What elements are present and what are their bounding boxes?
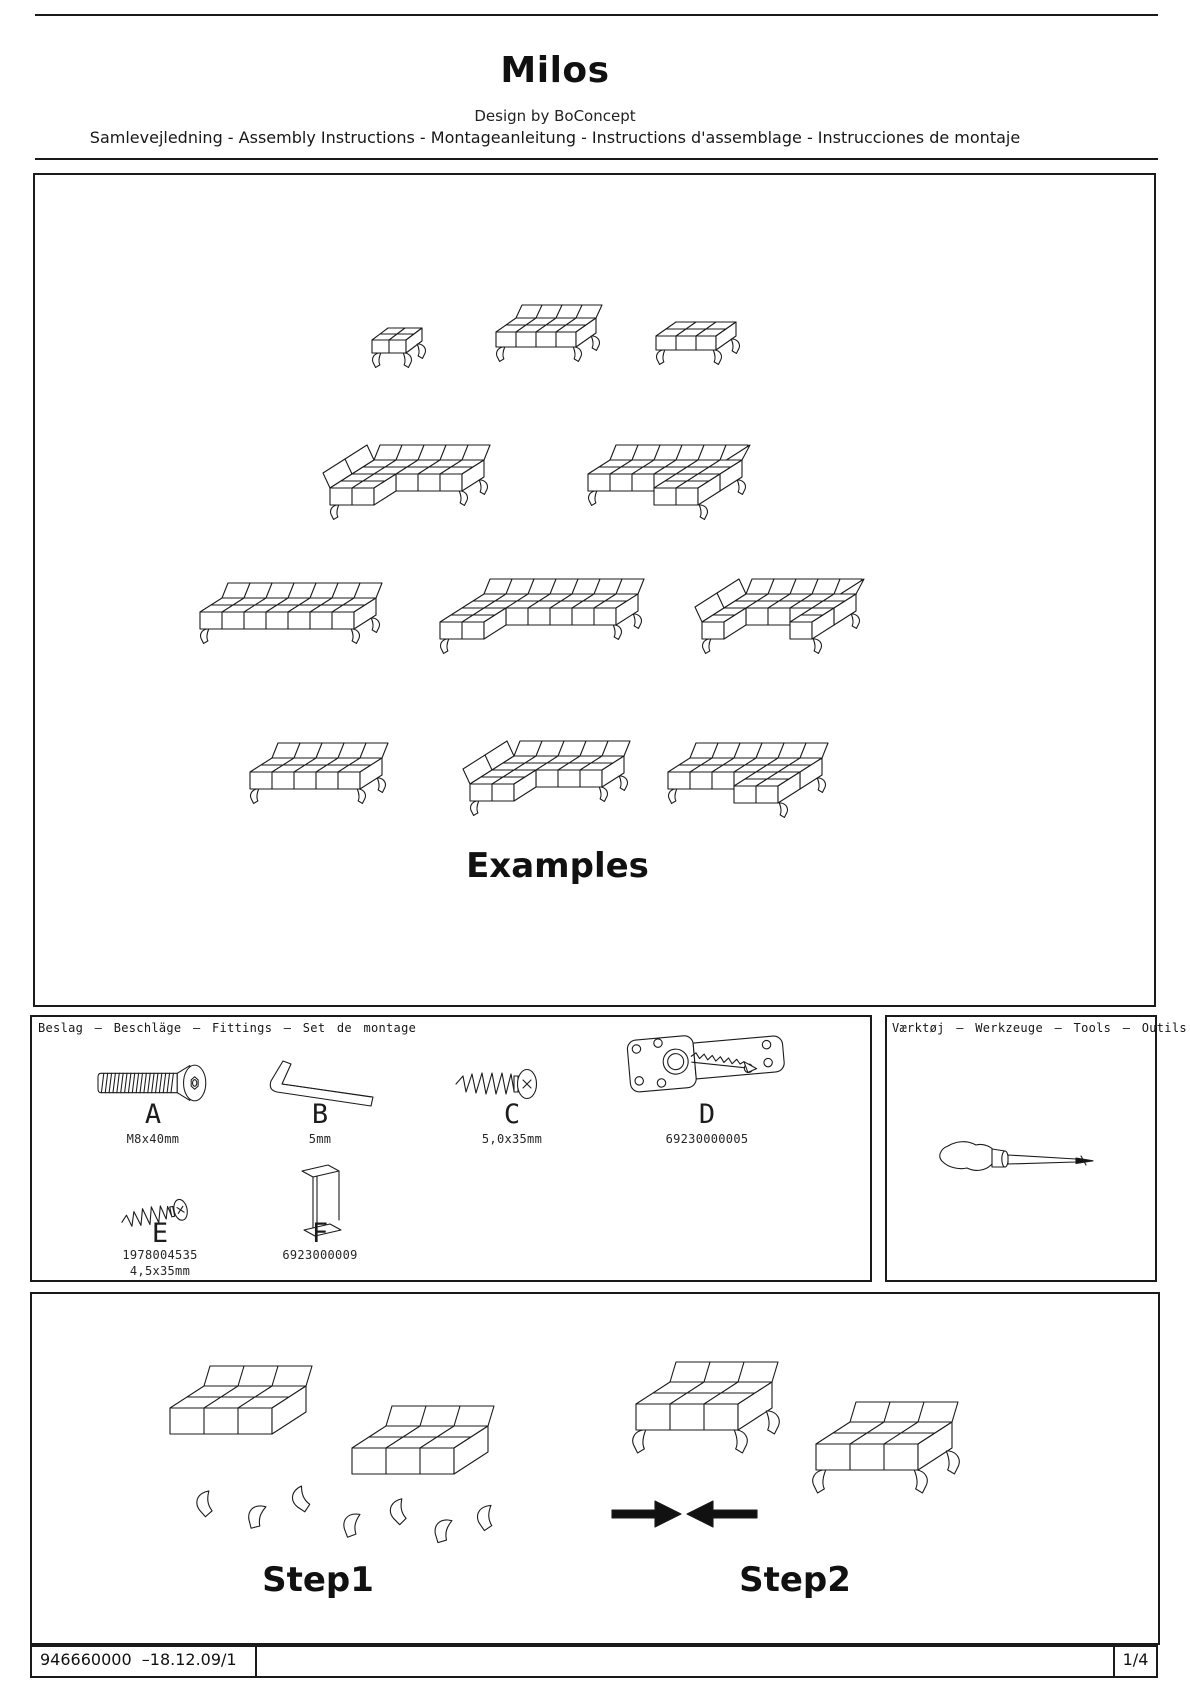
- fitting-spec-d: 69230000005: [665, 1132, 749, 1146]
- fitting-spec-e2: 4,5x35mm: [129, 1264, 191, 1278]
- languages-line: Samlevejledning - Assembly Instructions - Montageanleitung - Instructions d'assemblage - Instrucciones de montaje: [89, 128, 1021, 147]
- page-number: 1/4: [1122, 1650, 1149, 1669]
- fitting-letter-e: E: [151, 1218, 169, 1249]
- fitting-letter-b: B: [311, 1099, 329, 1130]
- fitting-letter-a: A: [144, 1099, 162, 1130]
- top-rule: [35, 14, 1158, 16]
- screwdriver-icon: [935, 1126, 1095, 1184]
- designer-line: Design by BoConcept: [474, 107, 636, 125]
- fitting-letter-f: F: [311, 1218, 329, 1249]
- connector-bracket-icon: [622, 1026, 790, 1102]
- fitting-letter-c: C: [503, 1099, 521, 1130]
- examples-caption: Examples: [466, 846, 649, 886]
- fittings-header: Beslag – Beschläge – Fittings – Set de montage: [38, 1021, 417, 1035]
- fitting-spec-e: 1978004535: [122, 1248, 198, 1262]
- fitting-spec-c: 5,0x35mm: [481, 1132, 543, 1146]
- document-number: 946660000 –18.12.09/1: [40, 1650, 237, 1669]
- step2-label: Step2: [739, 1560, 851, 1600]
- step1-label: Step1: [262, 1560, 374, 1600]
- page-title: Milos: [500, 50, 610, 91]
- tools-header: Værktøj – Werkzeuge – Tools – Outils: [892, 1021, 1187, 1035]
- fitting-spec-b: 5mm: [308, 1132, 332, 1146]
- fitting-spec-f: 6923000009: [282, 1248, 358, 1262]
- fitting-letter-d: D: [698, 1099, 716, 1130]
- footer-divider-left: [255, 1645, 257, 1678]
- header-rule: [35, 158, 1158, 160]
- fitting-spec-a: M8x40mm: [126, 1132, 180, 1146]
